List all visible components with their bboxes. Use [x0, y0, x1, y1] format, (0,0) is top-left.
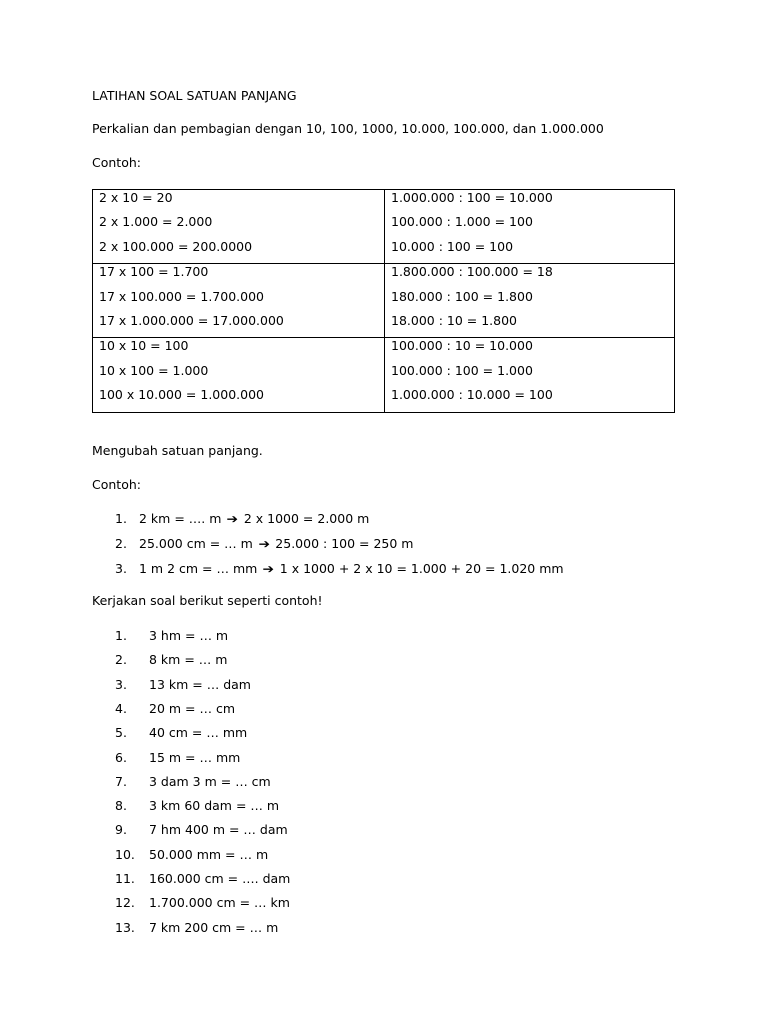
table-cell-multiplication: [93, 338, 385, 412]
item-number: 2.: [115, 652, 127, 668]
equation: 17 x 1.000.000 = 17.000.000: [99, 312, 284, 328]
item-text: 3 hm = … m: [149, 628, 229, 643]
item-number: 8.: [115, 798, 127, 814]
item-text: 20 m = … cm: [149, 700, 235, 716]
item-text: [139, 561, 564, 577]
equation: 100 x 10.000 = 1.000.000: [99, 387, 264, 403]
answer-text: 1 x 1000 + 2 x 10 = 1.000 + 20 = 1.020 mm: [279, 561, 564, 576]
item-number: 7.: [115, 773, 127, 789]
item-text: 1.700.000 cm = … km: [149, 895, 290, 911]
arrow-right-icon: ➔: [226, 511, 239, 526]
arrow-right-icon: ➔: [258, 536, 270, 551]
item-number: 11.: [115, 871, 135, 886]
example-label: Contoh:: [92, 155, 141, 170]
item-number: 4.: [115, 700, 127, 716]
item-number: 12.: [115, 895, 135, 911]
item-number: 6.: [115, 749, 127, 765]
document-title: LATIHAN SOAL SATUAN PANJANG: [92, 88, 297, 103]
equation: 10.000 : 100 = 100: [391, 238, 514, 254]
item-text: 8 km = … m: [149, 652, 228, 668]
equation: 2 x 100.000 = 200.0000: [99, 238, 253, 254]
equation: 17 x 100.000 = 1.700.000: [99, 288, 264, 304]
item-text: 50.000 mm = … m: [149, 846, 269, 862]
equation: 2 x 1.000 = 2.000: [99, 214, 213, 230]
item-text: 40 cm = … mm: [149, 725, 248, 741]
equation: 18.000 : 10 = 1.800: [391, 312, 518, 328]
item-text: [139, 511, 369, 527]
item-text: 13 km = … dam: [149, 676, 251, 692]
answer-text: 25.000 : 100 = 250 m: [275, 536, 414, 551]
equation: 1.000.000 : 100 = 10.000: [391, 190, 553, 205]
question-text: 25.000 cm = … m: [139, 536, 253, 551]
equation: 10 x 100 = 1.000: [99, 362, 209, 378]
equation: 10 x 10 = 100: [99, 338, 189, 354]
table-cell-division: [385, 190, 675, 264]
table-cell-division: [385, 338, 675, 412]
item-text: 160.000 cm = …. dam: [149, 871, 291, 886]
equation: 1.000.000 : 10.000 = 100: [391, 387, 553, 403]
table-row: [93, 338, 675, 412]
question-text: 1 m 2 cm = … mm: [139, 561, 258, 576]
exercise-instruction: Kerjakan soal berikut seperti contoh!: [92, 593, 323, 608]
document-subtitle: Perkalian dan pembagian dengan 10, 100, 1000, 10.000, 100.000, dan 1.000.000: [92, 121, 604, 136]
item-text: 15 m = … mm: [149, 749, 241, 765]
item-number: 10.: [115, 846, 135, 862]
item-number: 1.: [115, 628, 127, 643]
arrow-right-icon: ➔: [262, 561, 275, 576]
item-number: 1.: [115, 511, 127, 526]
item-text: [139, 536, 413, 552]
table-cell-multiplication: [93, 264, 385, 338]
equation: 100.000 : 100 = 1.000: [391, 362, 533, 378]
equation: 2 x 10 = 20: [99, 190, 173, 205]
item-text: 3 km 60 dam = … m: [149, 798, 280, 814]
item-text: 7 hm 400 m = … dam: [149, 822, 288, 838]
equation: 100.000 : 1.000 = 100: [391, 214, 533, 230]
item-text: 7 km 200 cm = … m: [149, 919, 279, 935]
equation: 180.000 : 100 = 1.800: [391, 288, 533, 304]
section-heading: Mengubah satuan panjang.: [92, 443, 263, 458]
equation: 100.000 : 10 = 10.000: [391, 338, 533, 354]
item-text: 3 dam 3 m = … cm: [149, 773, 271, 789]
table-cell-multiplication: [93, 190, 385, 264]
table-row: [93, 264, 675, 338]
item-number: 3.: [115, 676, 127, 692]
item-number: 3.: [115, 561, 127, 576]
table-row: [93, 190, 675, 264]
equation: 17 x 100 = 1.700: [99, 264, 209, 280]
item-number: 9.: [115, 822, 127, 838]
item-number: 2.: [115, 536, 127, 551]
item-number: 13.: [115, 919, 135, 935]
item-number: 5.: [115, 725, 127, 741]
example-label: Contoh:: [92, 477, 141, 492]
examples-table: [92, 189, 675, 413]
question-text: 2 km = …. m: [139, 511, 222, 526]
answer-text: 2 x 1000 = 2.000 m: [243, 511, 370, 526]
equation: 1.800.000 : 100.000 = 18: [391, 264, 553, 280]
table-cell-division: [385, 264, 675, 338]
